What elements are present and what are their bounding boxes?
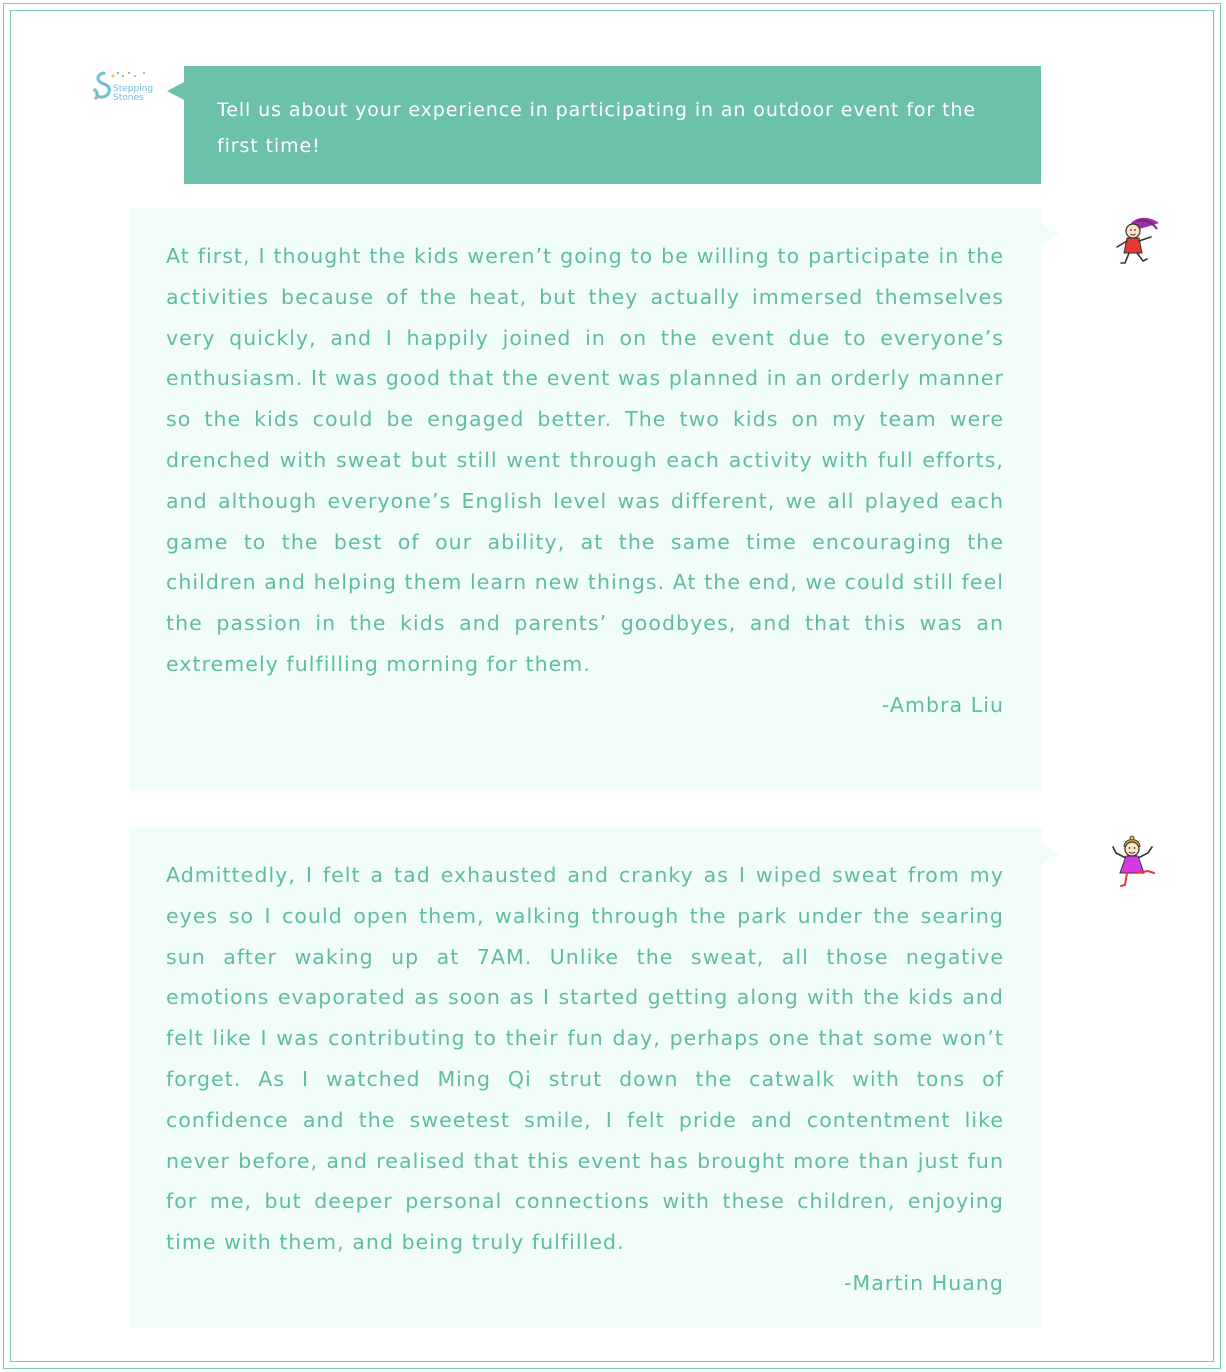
- stepping-stones-logo-icon: [92, 70, 156, 104]
- testimonial-card: [129, 828, 1042, 1328]
- dancing-girl-icon: [1106, 833, 1162, 893]
- testimonial-text: Admittedly, I felt a tad exhausted and cranky as I wiped sweat from my eyes so I could open them, walking through the park under the searing sun after waking up at 7AM. Unlike the sweat, all those negative emotions evaporated as soon as I started getting along with the kids and felt like I was contributing to their fun day, perhaps one that some won’t forget. As I watched Ming Qi strut down the catwalk with tons of confidence and the sweetest smile, I felt pride and contentment like never before, and realised that this event has brought more than just fun for me, but deeper personal connections with these children, enjoying time with them, and being truly fulfilled.: [166, 863, 1004, 1255]
- testimonial-author: -Martin Huang: [844, 1270, 1004, 1295]
- running-girl-icon: [1109, 213, 1165, 273]
- svg-text:Stepping: Stepping: [113, 84, 154, 94]
- testimonial-card: [129, 208, 1042, 791]
- question-bubble: [184, 66, 1041, 184]
- testimonial-text: At first, I thought the kids weren’t going to be willing to participate in the activities because of the heat, but they actually immersed themselves very quickly, and I happily joined in on the event due to everyone’s enthusiasm. It was good that the event was planned in an orderly manner so the kids could be engaged better. The two kids on my team were drenched with sweat but still went through each activity with full efforts, and although everyone’s English level was different, we all played each game to the best of our ability, at the same time encouraging the children and helping them learn new things. At the end, we could still feel the passion in the kids and parents’ goodbyes, and that this was an extremely fulfilling morning for them.: [166, 244, 1004, 676]
- question-text: Tell us about your experience in participating in an outdoor event for the first time!: [217, 99, 976, 157]
- stepping-stones-logo: [92, 70, 156, 104]
- svg-text:Stones: Stones: [113, 93, 144, 103]
- testimonial-author: -Ambra Liu: [881, 692, 1004, 717]
